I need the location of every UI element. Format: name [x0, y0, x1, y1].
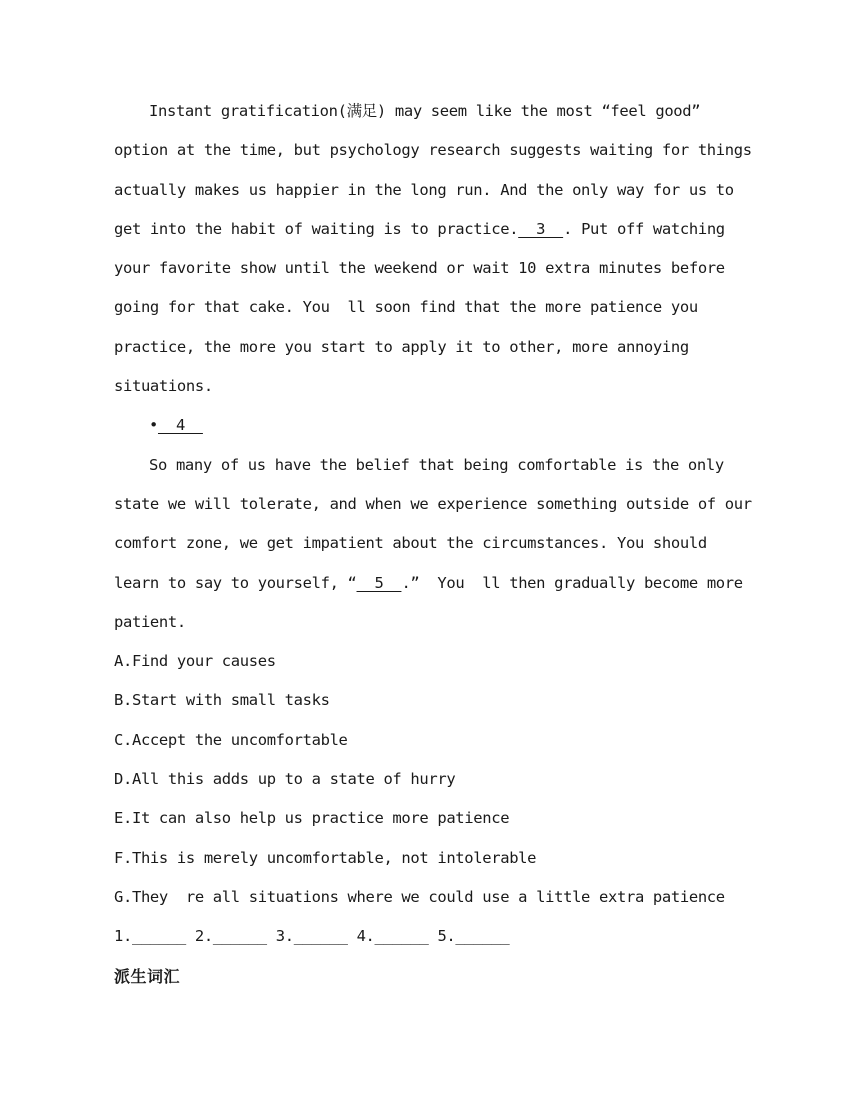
answer-4-label: 4.	[356, 927, 375, 946]
bullet-heading-4	[114, 406, 754, 445]
blank-5: 5	[356, 573, 402, 592]
paragraph-2-line-3: comfort zone, we get impatient about the circumstances. You should	[114, 534, 707, 553]
answer-1-label: 1.	[114, 927, 132, 946]
paragraph-2-line-4-text: learn to say to yourself, “	[114, 573, 357, 592]
answer-5-blank: ______	[455, 927, 510, 946]
paragraph-1-line-8: situations.	[114, 377, 213, 396]
option-e: E.It can also help us practice more patience	[114, 809, 510, 828]
option-b: B.Start with small tasks	[114, 691, 330, 710]
bullet-icon: •	[149, 416, 158, 435]
blank-3: 3	[518, 219, 564, 238]
option-d: D.All this adds up to a state of hurry	[114, 770, 456, 789]
paragraph-1-line-1: Instant gratification(满足) may seem like the most “feel good”	[149, 102, 701, 120]
paragraph-1-line-5: your favorite show until the weekend or wait 10 extra minutes before	[114, 259, 725, 278]
paragraph-1-line-4-text: get into the habit of waiting is to practice.	[114, 219, 519, 238]
answer-1-blank: ______	[131, 927, 186, 946]
document-page	[114, 92, 754, 996]
answer-blanks-row	[114, 917, 754, 956]
section-heading: 派生词汇	[114, 966, 181, 986]
paragraph-2-line-1: So many of us have the belief that being comfortable is the only	[149, 455, 724, 474]
answer-2-label: 2.	[194, 927, 213, 946]
blank-4: 4	[157, 416, 203, 435]
answer-5-label: 5.	[437, 927, 456, 946]
paragraph-2-line-2: state we will tolerate, and when we experience something outside of our	[114, 494, 752, 513]
option-c: C.Accept the uncomfortable	[114, 730, 348, 749]
paragraph-1-line-3: actually makes us happier in the long run. And the only way for us to	[114, 180, 734, 199]
answer-4-blank: ______	[374, 927, 429, 946]
answer-2-blank: ______	[212, 927, 267, 946]
paragraph-1-line-6: going for that cake. You ll soon find that the more patience you	[114, 298, 698, 317]
paragraph-1-line-2: option at the time, but psychology research suggests waiting for things	[114, 141, 752, 160]
paragraph-2-line-4-tail: .” You ll then gradually become more	[401, 573, 743, 592]
paragraph-1-line-4	[114, 210, 754, 249]
paragraph-1-line-4-tail: . Put off watching	[563, 219, 725, 238]
answer-3-blank: ______	[293, 927, 348, 946]
paragraph-2-line-4	[114, 564, 754, 603]
option-f: F.This is merely uncomfortable, not intolerable	[114, 848, 537, 867]
paragraph-2-line-5: patient.	[114, 612, 186, 631]
option-g: G.They re all situations where we could use a little extra patience	[114, 887, 725, 906]
option-a: A.Find your causes	[114, 652, 276, 671]
paragraph-1-line-7: practice, the more you start to apply it to other, more annoying	[114, 337, 689, 356]
answer-3-label: 3.	[275, 927, 294, 946]
